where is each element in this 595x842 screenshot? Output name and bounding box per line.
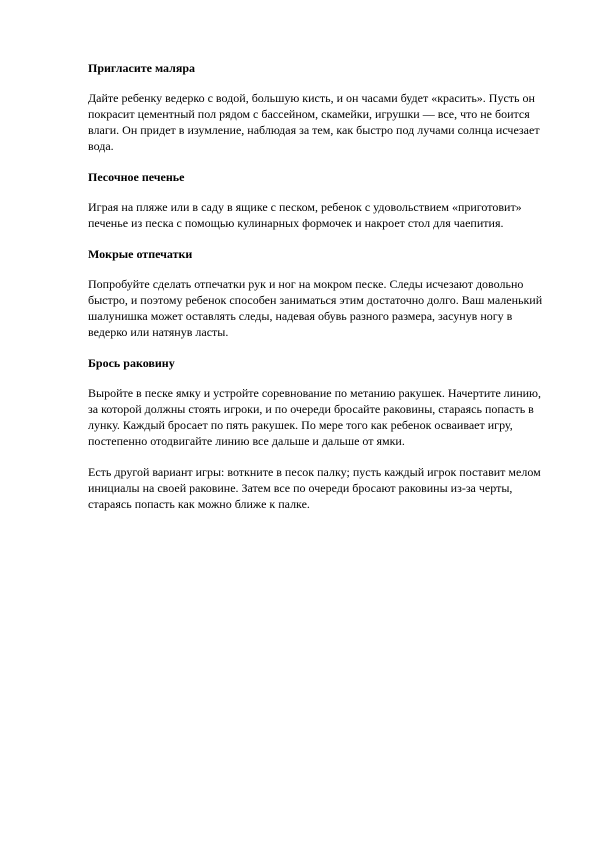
document-body [88,60,548,527]
section-paragraph: Выройте в песке ямку и устройте соревнование по метанию ракушек. Начертите линию, за которой должны стоять игроки, и по очереди бросайте раковины, стараясь попасть в лунку. Каждый бросает по пять ракушек. По мере того как ребенок осваивает игру, постепенно отодвигайте линию все дальше и дальше от ямки. [88,386,542,448]
section-paragraph: Есть другой вариант игры: воткните в песок палку; пусть каждый игрок поставит мелом инициалы на своей раковине. Затем все по очереди бросают раковины из-за черты, стараясь попасть как можно ближе к палке. [88,465,541,511]
section-heading: Мокрые отпечатки [88,247,193,261]
section-paragraph: Дайте ребенку ведерко с водой, большую кисть, и он часами будет «красить». Пусть он покрасит цементный пол рядом с бассейном, скамейки, игрушки — все, что не боится влаги. Он придет в изумление, наблюдая за тем, как быстро под лучами солнца исчезает вода. [88,91,540,153]
section-paragraph: Играя на пляже или в саду в ящике с песком, ребенок с удовольствием «приготовит» печенье из песка с помощью кулинарных формочек и накроет стол для чаепития. [88,200,522,230]
section-wet-prints [88,246,548,340]
section-heading: Пригласите маляра [88,61,196,75]
section-paragraph: Попробуйте сделать отпечатки рук и ног на мокром песке. Следы исчезают довольно быстро, и поэтому ребенок способен заниматься этим достаточно долго. Ваш маленький шалунишка может оставлять следы, надевая обувь разного размера, засунув ногу в ведерко или натянув ласты. [88,277,543,339]
section-sand-cookies [88,169,548,231]
section-throw-shell [88,355,548,512]
section-painter [88,60,548,154]
section-heading: Песочное печенье [88,170,185,184]
section-heading: Брось раковину [88,356,175,370]
